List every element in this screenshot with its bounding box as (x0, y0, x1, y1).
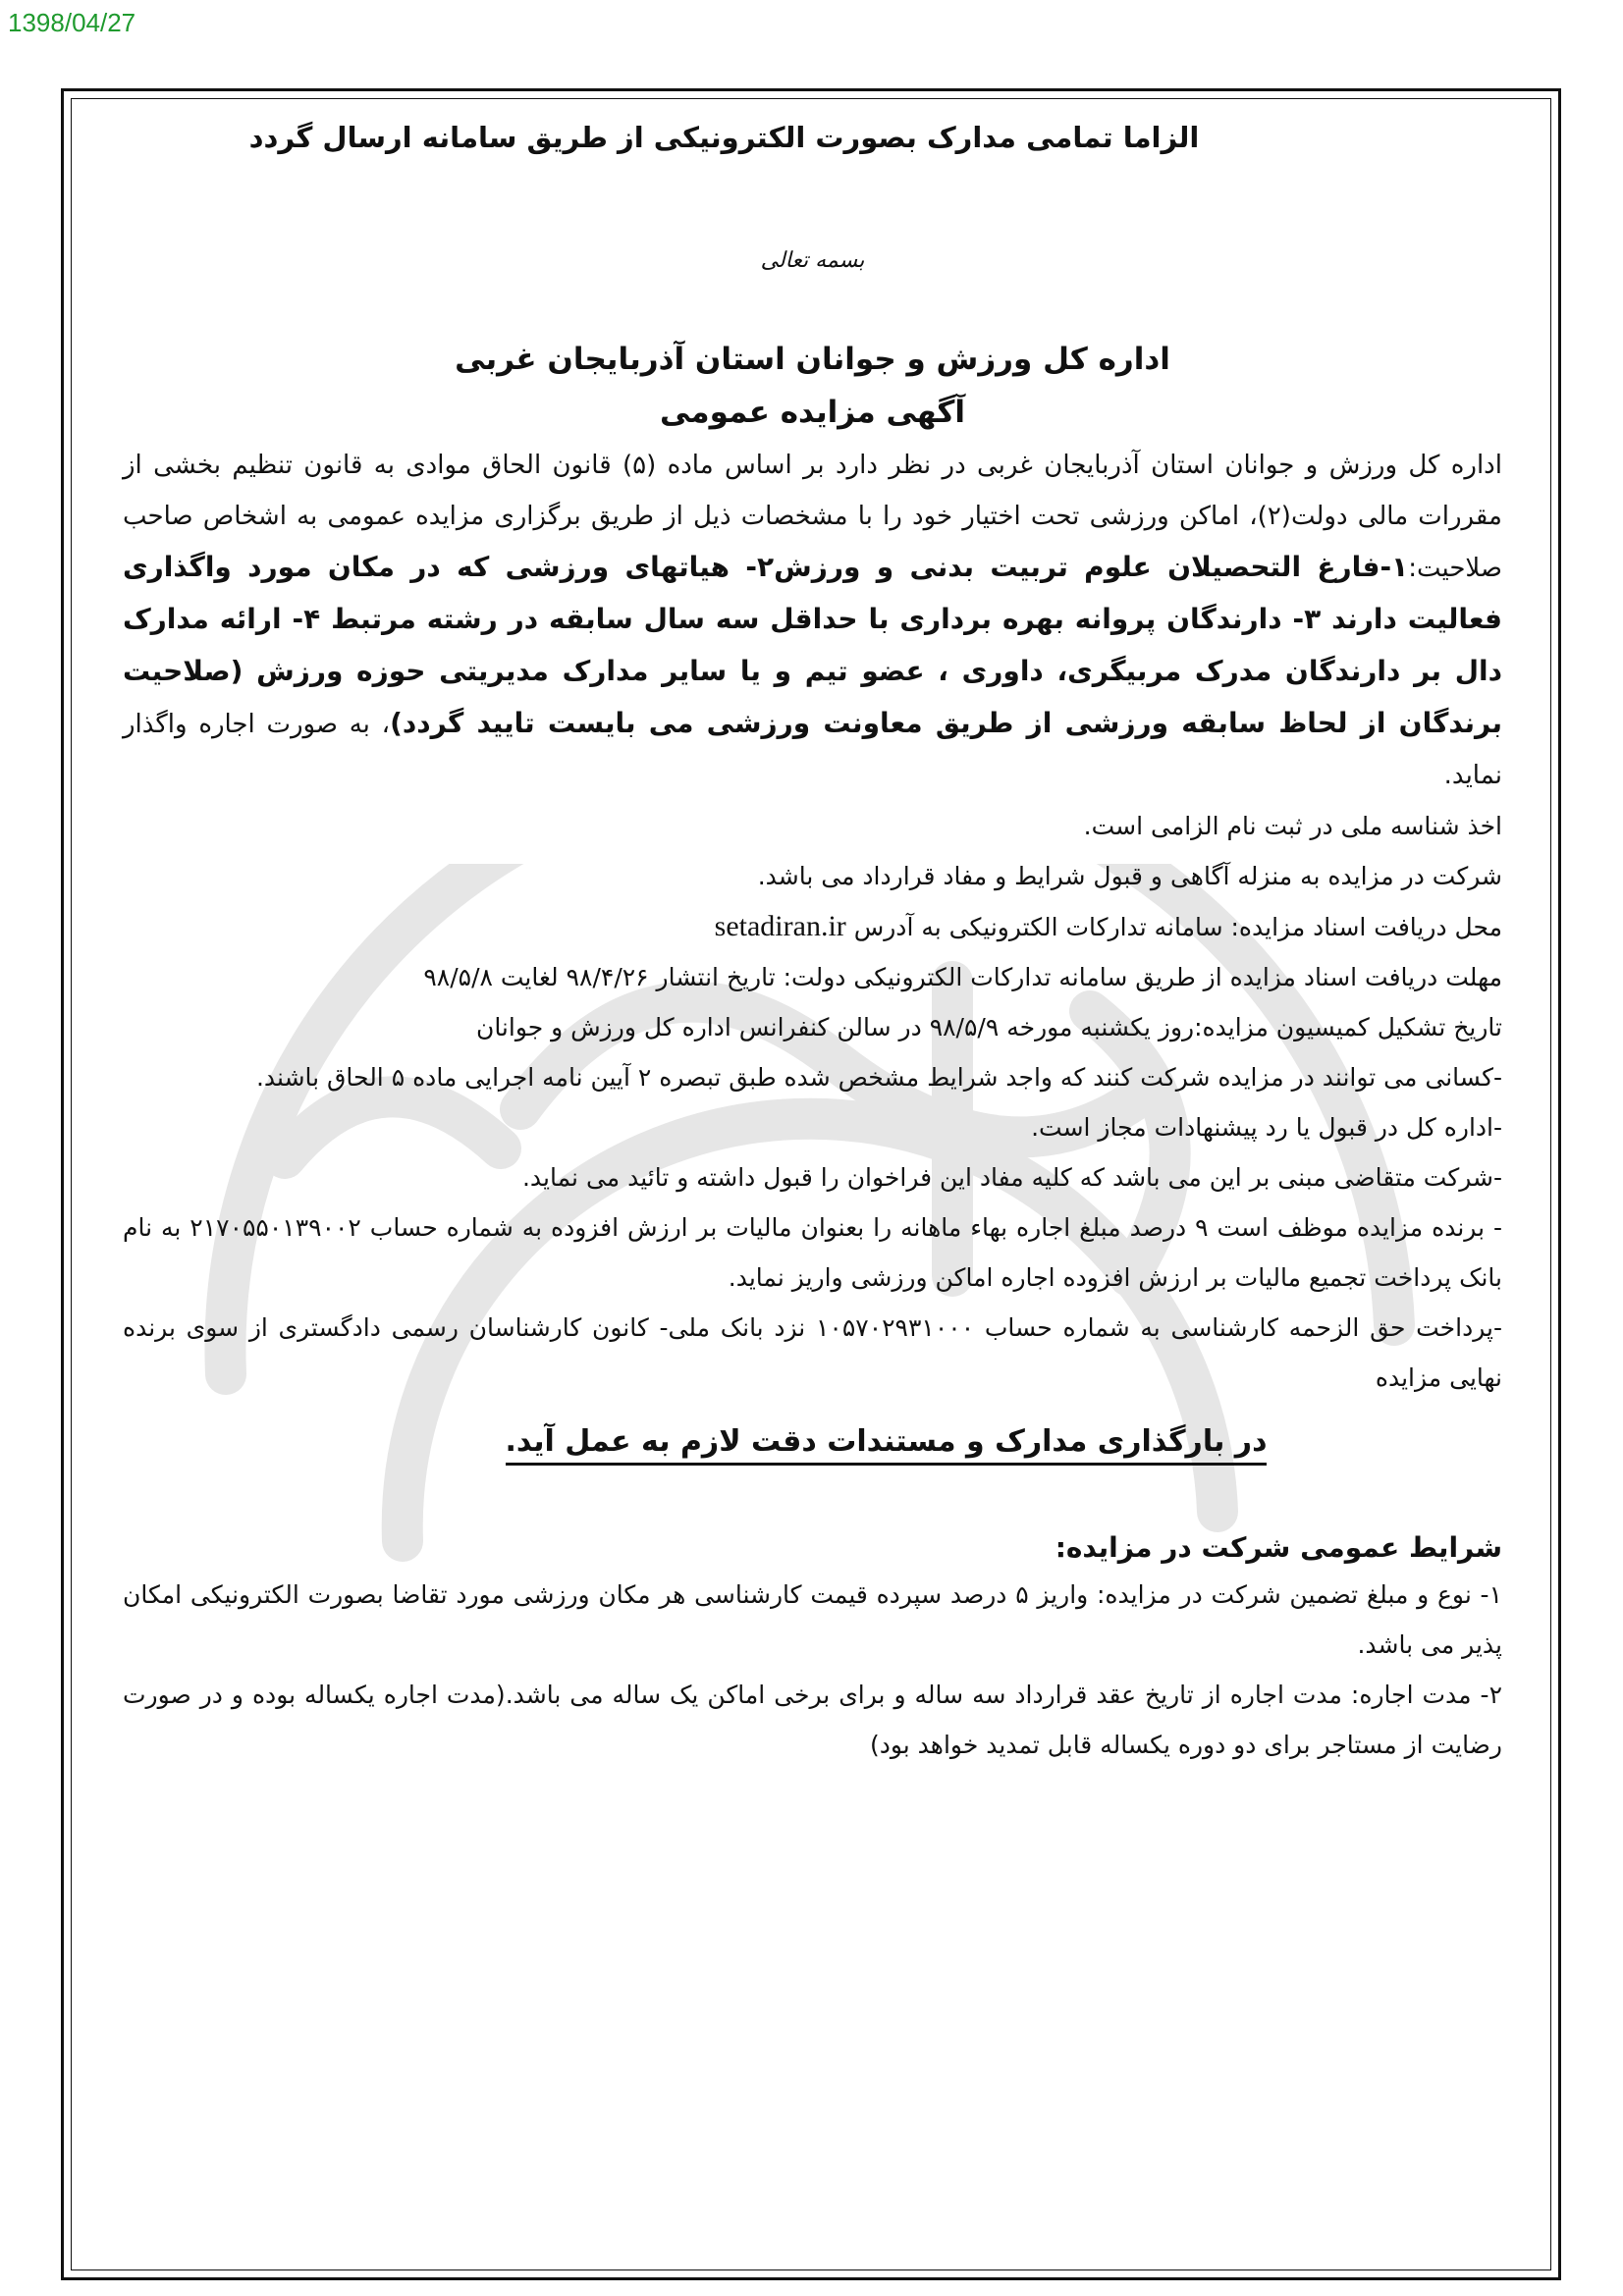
document-location (123, 901, 1502, 952)
acceptance-rights-clause: -اداره کل در قبول یا رد پیشنهادات مجاز است. (1031, 1113, 1502, 1142)
condition-item: ۱- نوع و مبلغ تضمین شرکت در مزایده: واریز ۵ درصد سپرده قیمت کارشناسی هر مکان ورزشی مورد تقاضا بصورت الکترونیکی امکان پذیر می باشد. (123, 1580, 1502, 1659)
notice-content (123, 103, 1502, 1770)
vat-payment-clause: - برنده مزایده موظف است ۹ درصد مبلغ اجاره بهاء ماهانه را بعنوان مالیات بر ارزش افزوده به شماره حساب ۲۱۷۰۵۵۰۱۳۹۰۰۲ به نام بانک پرداخت تجمیع مالیات بر ارزش افزوده اجاره اماکن ورزشی واریز نماید. (123, 1213, 1502, 1292)
eligible-persons-list: ۱-فارغ التحصیلان علوم تربیت بدنی و ورزش۲- هیاتهای ورزشی که در مکان مورد واگذاری فعالیت دارند ۳- دارندگان پروانه بهره برداری با حداقل سه سال سابقه در رشته مرتبط ۴- ارائه مدارک دال بر دارندگان مدرک مربیگری، داوری ، عضو تیم و یا سایر مدارک مدیریتی حوزه ورزش (صلاحیت برندگان از لحاظ سابقه ورزشی از طریق معاونت ورزشی می بایست تایید گردد) (123, 551, 1502, 739)
condition-item: ۲- مدت اجاره: مدت اجاره از تاریخ عقد قرارداد سه ساله و برای برخی اماکن یک ساله می باشد.(مدت اجاره یکساله بوده و در صورت رضایت از مستاجر برای دو دوره یکساله قابل تمدید خواهد بود) (123, 1681, 1502, 1759)
participation-clause: شرکت در مزایده به منزله آگاهی و قبول شرایط و مفاد قرارداد می باشد. (757, 862, 1502, 890)
basmala: بسمه تعالی (760, 248, 865, 273)
notice-title: آگهی مزایده عمومی (660, 395, 965, 430)
mandatory-electronic-submission-note: الزاما تمامی مدارک بصورت الکترونیکی از طریق سامانه ارسال گردد (248, 121, 1200, 154)
national-id-requirement: اخذ شناسه ملی در ثبت نام الزامی است. (1083, 812, 1502, 840)
general-conditions-title: شرایط عمومی شرکت در مزایده: (1055, 1531, 1502, 1564)
setadiran-website: setadiran.ir (714, 910, 846, 942)
upload-attention-text: در بارگذاری مدارک و مستندات دقت لازم به عمل آید. (506, 1424, 1268, 1466)
document-location-label: محل دریافت اسناد مزایده: سامانه تدارکات الکترونیکی به آدرس (853, 913, 1502, 941)
upload-attention-note (123, 1424, 1502, 1459)
intro-paragraph (123, 440, 1502, 801)
commission-date: تاریخ تشکیل کمیسیون مزایده:روز یکشنبه مورخه ۹۸/۵/۹ در سالن کنفرانس اداره کل ورزش و جوانان (475, 1013, 1502, 1041)
organization-title: اداره کل ورزش و جوانان استان آذربایجان غربی (455, 342, 1170, 377)
date-stamp: 1398/04/27 (8, 8, 136, 37)
eligibility-clause: -کسانی می توانند در مزایده شرکت کنند که واجد شرایط مشخص شده طبق تبصره ۲ آیین نامه اجرایی ماده ۵ الحاق باشند. (255, 1063, 1502, 1092)
document-deadline: مهلت دریافت اسناد مزایده از طریق سامانه تدارکات الکترونیکی دولت: تاریخ انتشار ۹۸/۴/۲۶ لغایت ۹۸/۵/۸ (423, 963, 1502, 991)
applicant-acceptance-clause: -شرکت متقاضی مبنی بر این می باشد که کلیه مفاد این فراخوان را قبول داشته و تائید می نماید. (521, 1163, 1502, 1192)
intro-text-end: ، به صورت اجاره واگذار نماید. (123, 710, 1502, 790)
expert-fee-clause: -پرداخت حق الزحمه کارشناسی به شماره حساب ۱۰۵۷۰۲۹۳۱۰۰۰ نزد بانک ملی- کانون کارشناسان رسمی دادگستری از سوی برنده نهایی مزایده (123, 1313, 1502, 1392)
intro-text-start: اداره کل ورزش و جوانان استان آذربایجان غربی در نظر دارد بر اساس ماده (۵) قانون الحاق موادی به قانون تنظیم بخشی از مقررات مالی دولت(۲)، اماکن ورزشی تحت اختیار خود را با مشخصات ذیل از طریق برگزاری مزایده عمومی به اشخاص صاحب صلاحیت: (123, 451, 1502, 583)
